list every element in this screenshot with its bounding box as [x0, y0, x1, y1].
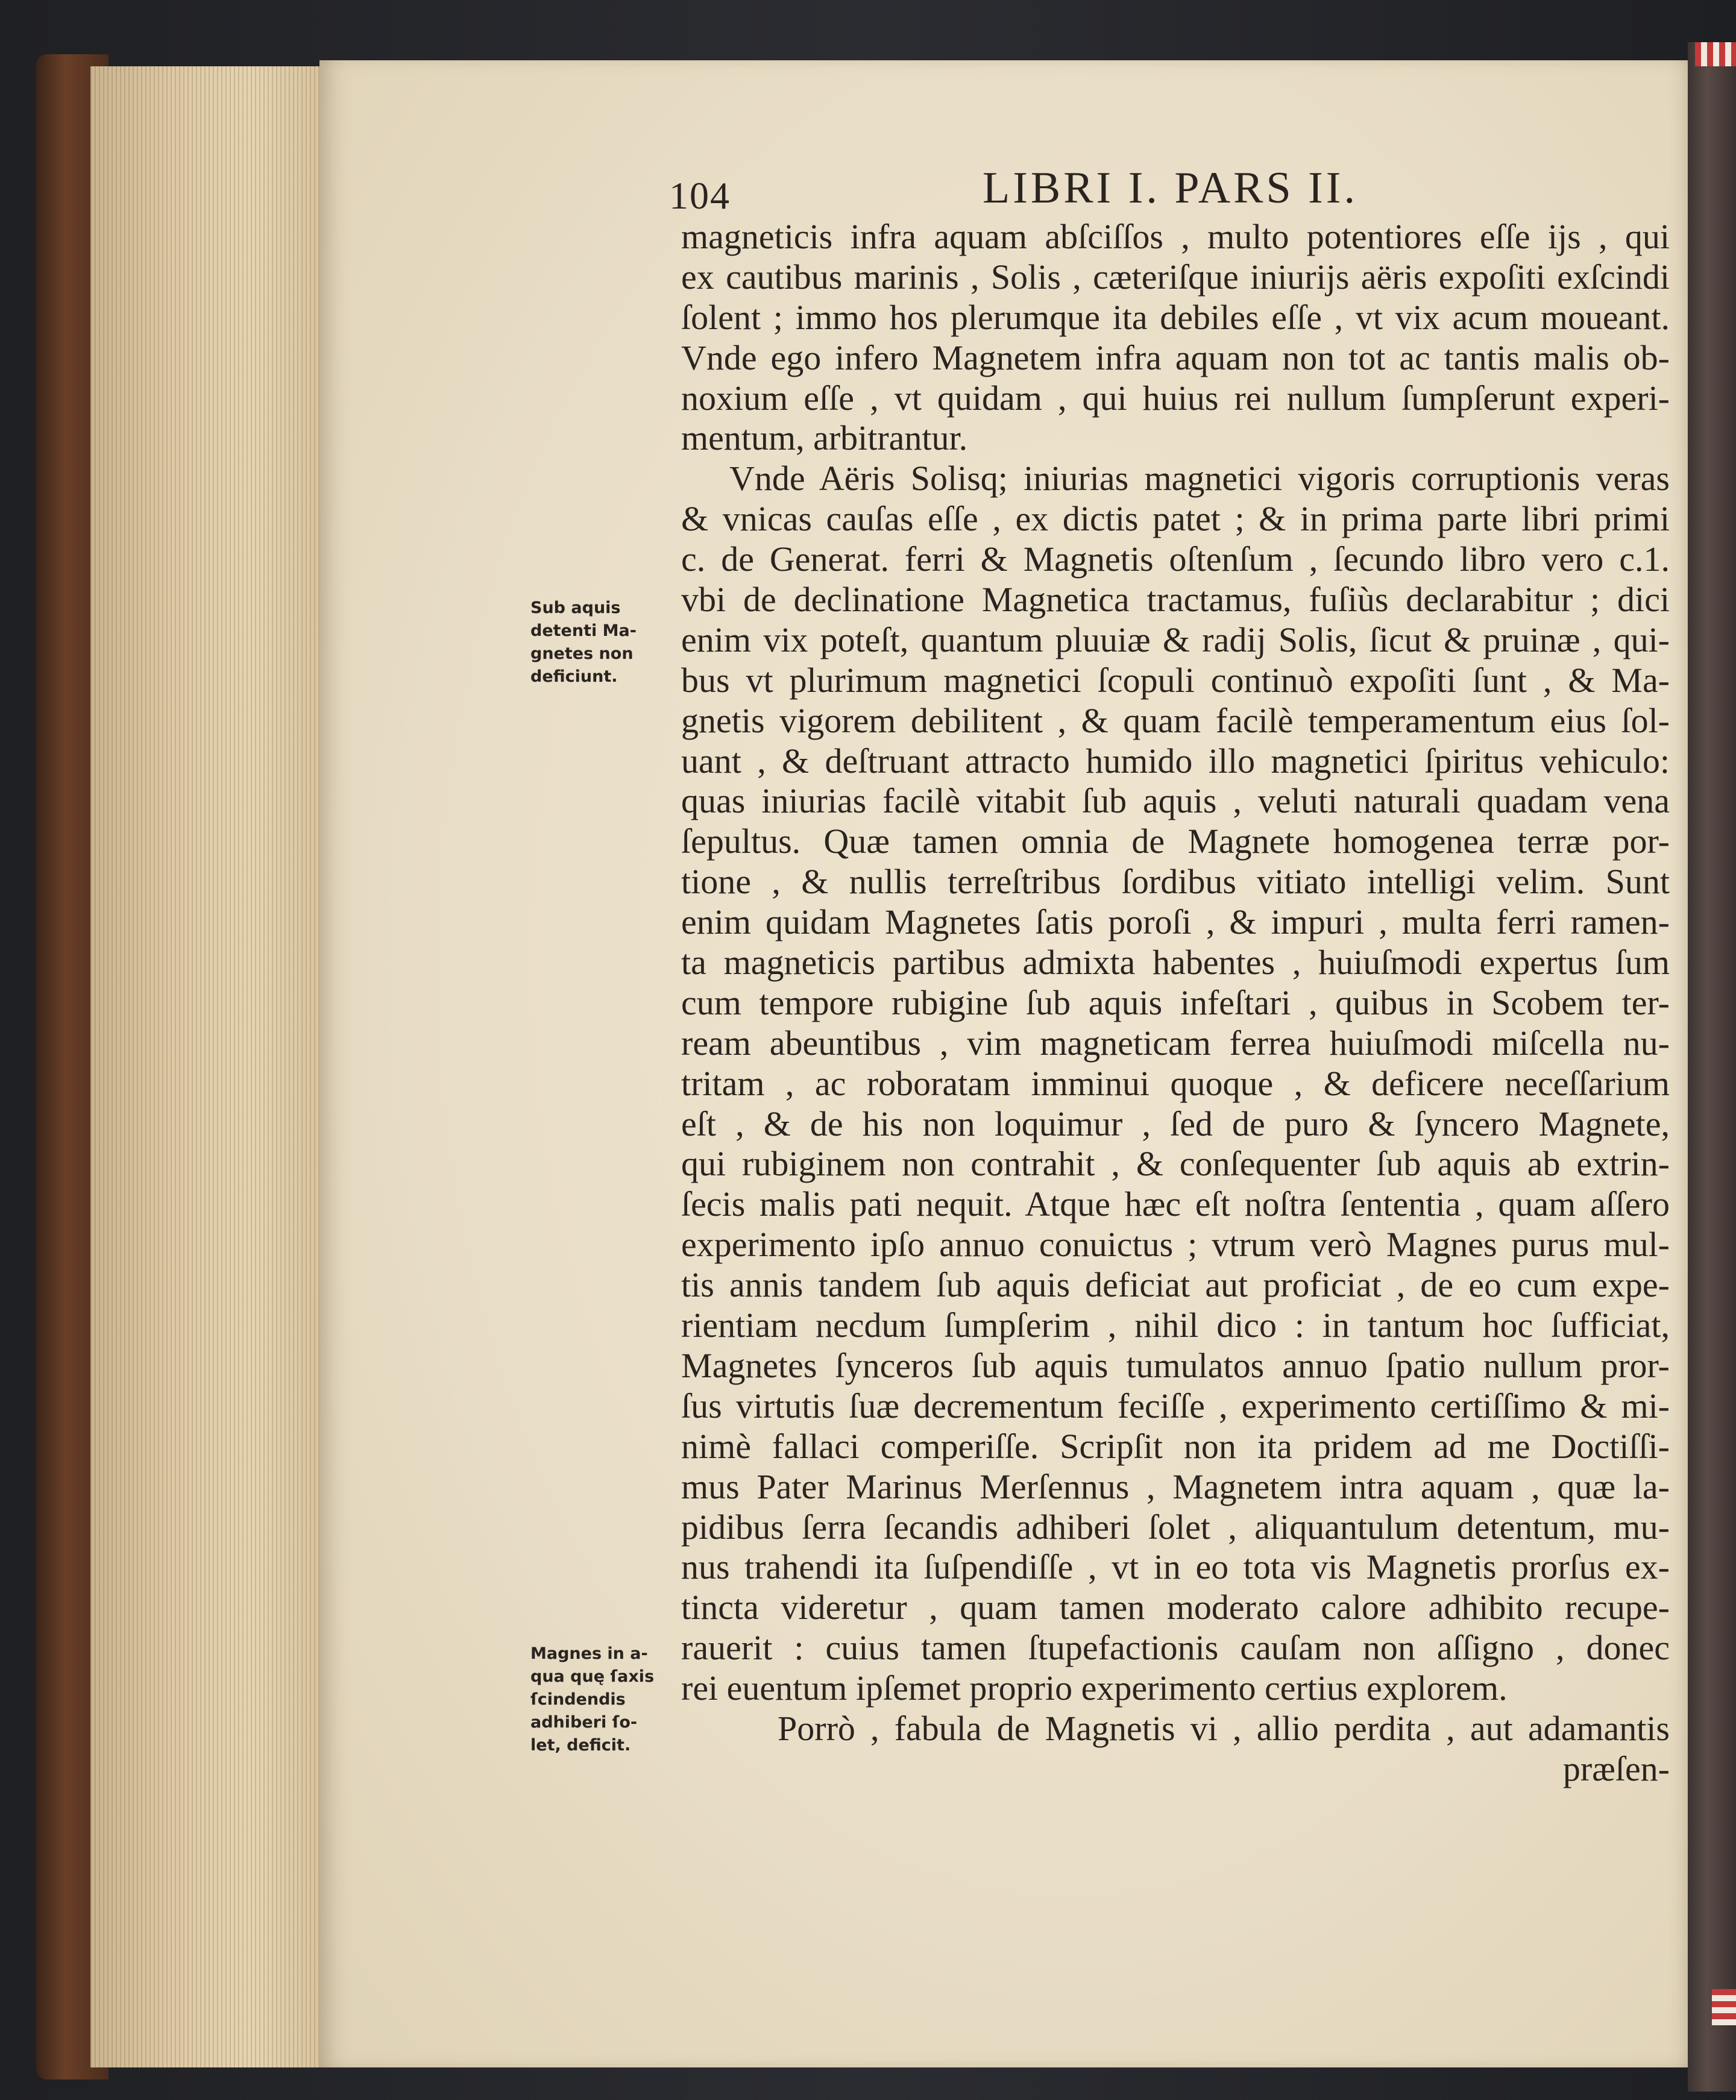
- margin-note-line: Sub aquis: [530, 599, 621, 617]
- text-line: ta magneticis partibus admixta habentes , huiuſmodi expertus ſum: [681, 943, 1670, 982]
- page-edges: [90, 66, 319, 2067]
- text-line: ſus virtutis ſuæ decrementum feciſſe , experimento certiſſimo & mi-: [681, 1386, 1670, 1426]
- text-line: Porrò , fabula de Magnetis vi , allio perdita , aut adamantis: [778, 1708, 1670, 1748]
- text-line: cum tempore rubigine ſub aquis infeſtari , quibus in Scobem ter-: [681, 982, 1670, 1022]
- body-text: [681, 217, 1670, 1790]
- text-line: uant , & deſtruant attracto humido illo magnetici ſpiritus vehiculo:: [681, 741, 1670, 781]
- text-line: rauerit : cuius tamen ſtupefactionis cauſam non aſſigno , donec: [681, 1628, 1670, 1668]
- color-calibration-strip: [1695, 42, 1736, 66]
- text-line: ſecis malis pati nequit. Atque hæc eſt noſtra ſententia , quam aſſero: [681, 1184, 1670, 1224]
- text-line: bus vt plurimum magnetici ſcopuli continuò expoſiti ſunt , & Ma-: [681, 660, 1670, 700]
- text-line: gnetis vigorem debilitent , & quam facilè temperamentum eius ſol-: [681, 700, 1670, 740]
- text-line: tritam , ac roboratam imminui quoque , & deficere neceſſarium: [681, 1063, 1670, 1103]
- text-line: rientiam necdum ſumpſerim , nihil dico : in tantum hoc ſufficiat,: [681, 1306, 1670, 1345]
- margin-note-line: let, deficit.: [530, 1736, 631, 1755]
- text-line: nimè fallaci comperiſſe. Scripſit non ita pridem ad me Doctiſſi-: [681, 1426, 1670, 1466]
- text-line: enim vix poteſt, quantum pluuiæ & radij Solis, ſicut & pruinæ , qui-: [681, 620, 1670, 659]
- color-calibration-strip-bottom: [1712, 1989, 1736, 2025]
- text-line: Vnde Aëris Solisq; iniurias magnetici vigoris corruptionis veras: [729, 459, 1670, 498]
- margin-note-line: detenti Ma-: [530, 621, 637, 640]
- text-line: enim quidam Magnetes ſatis poroſi , & impuri , multa ferri ramen-: [681, 902, 1670, 942]
- page-header: [669, 163, 1706, 217]
- text-line: mentum, arbitrantur.: [681, 418, 968, 458]
- text-line: tione , & nullis terreſtribus ſordibus vitiato intelligi velim. Sunt: [681, 862, 1670, 902]
- text-line: nus trahendi ita ſuſpendiſſe , vt in eo tota vis Magnetis prorſus ex-: [681, 1547, 1670, 1587]
- text-line: ream abeuntibus , vim magneticam ferrea huiuſmodi miſcella nu-: [681, 1023, 1670, 1063]
- text-line: vbi de declinatione Magnetica tractamus, fuſiùs declarabitur ; dici: [681, 580, 1670, 620]
- text-line: & vnicas cauſas eſſe , ex dictis patet ; & in prima parte libri primi: [681, 499, 1670, 539]
- margin-note-sub-aquis: [530, 597, 687, 688]
- margin-note-line: qua quę ſaxis: [530, 1667, 655, 1686]
- text-line: eſt , & de his non loquimur , ſed de puro & ſyncero Magnete,: [681, 1104, 1670, 1143]
- text-line: tincta videretur , quam tamen moderato calore adhibito recupe-: [681, 1588, 1670, 1627]
- text-line: Magnetes ſynceros ſub aquis tumulatos annuo ſpatio nullum pror-: [681, 1345, 1670, 1385]
- text-line: experimento ipſo annuo conuictus ; vtrum verò Magnes purus mul-: [681, 1225, 1670, 1265]
- text-line: ex cautibus marinis , Solis , cæteriſque iniurijs aëris expoſiti exſcindi: [681, 257, 1670, 297]
- text-line: ſepultus. Quæ tamen omnia de Magnete homogenea terræ por-: [681, 822, 1670, 861]
- text-line: noxium eſſe , vt quidam , qui huius rei nullum ſumpſerunt experi-: [681, 378, 1670, 418]
- running-head: LIBRI I. PARS II.: [983, 163, 1358, 213]
- page-number: 104: [669, 174, 731, 217]
- text-line: Vnde ego infero Magnetem infra aquam non tot ac tantis malis ob-: [681, 338, 1670, 377]
- margin-note-line: adhiberi ſo-: [530, 1713, 638, 1732]
- text-line: rei euentum ipſemet proprio experimento certius explorem.: [681, 1668, 1508, 1708]
- text-line: qui rubiginem non contrahit , & conſequenter ſub aquis ab extrin-: [681, 1144, 1670, 1184]
- text-line: ſolent ; immo hos plerumque ita debiles eſſe , vt vix acum moueant.: [681, 297, 1670, 337]
- margin-note-line: deficiunt.: [530, 667, 618, 686]
- text-line: pidibus ſerra ſecandis adhiberi ſolet , aliquantulum detentum, mu-: [681, 1507, 1670, 1547]
- catchword: præſen-: [1562, 1749, 1670, 1788]
- text-line: tis annis tandem ſub aquis deficiat aut proficiat , de eo cum expe-: [681, 1265, 1670, 1305]
- text-line: c. de Generat. ferri & Magnetis oſtenſum , ſecundo libro vero c.1.: [681, 539, 1670, 579]
- text-line: quas iniurias facilè vitabit ſub aquis , veluti naturali quadam vena: [681, 781, 1670, 821]
- margin-note-line: Magnes in a-: [530, 1644, 648, 1663]
- book-cover-right: [1688, 42, 1736, 2092]
- text-line: magneticis infra aquam abſciſſos , multo potentiores eſſe ijs , qui: [681, 217, 1670, 256]
- text-line: mus Pater Marinus Merſennus , Magnetem intra aquam , quæ la-: [681, 1467, 1670, 1506]
- margin-note-line: ſcindendis: [530, 1690, 626, 1709]
- margin-note-magnes: [530, 1643, 687, 1757]
- margin-note-line: gnetes non: [530, 644, 634, 663]
